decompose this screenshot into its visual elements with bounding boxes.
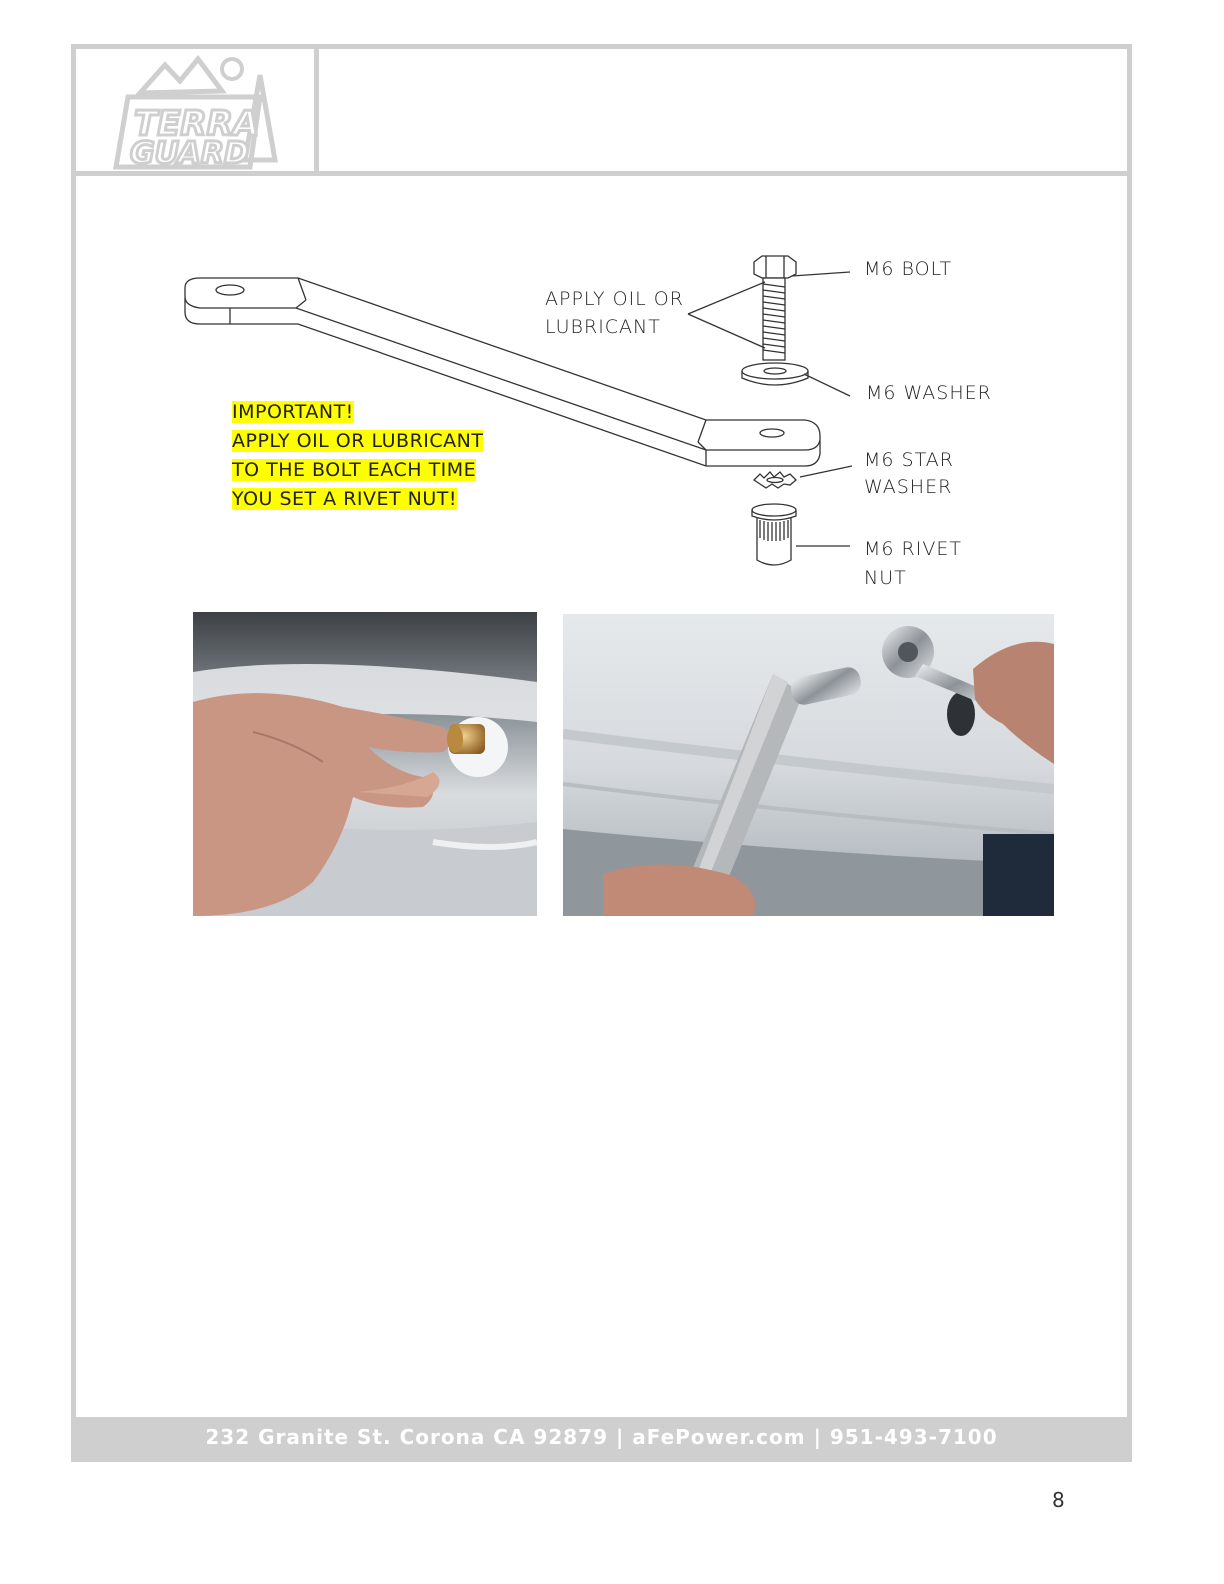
rivet-nut-drawing — [752, 504, 796, 565]
notice-line3: TO THE BOLT EACH TIME — [232, 459, 477, 481]
notice-line1: IMPORTANT! — [232, 401, 354, 423]
photo-insert-rivet-nut — [193, 612, 537, 916]
label-apply-oil-1: APPLY OIL OR — [545, 288, 684, 310]
label-apply-oil-2: LUBRICANT — [545, 316, 661, 338]
notice-line2: APPLY OIL OR LUBRICANT — [232, 430, 484, 452]
leader-oil-bottom — [688, 314, 765, 348]
page-number: 8 — [1052, 1488, 1065, 1512]
photo-tighten-bracket — [563, 614, 1054, 916]
label-m6-bolt: M6 BOLT — [864, 258, 953, 280]
footer-bar: 232 Granite St. Corona CA 92879 | aFePower.com | 951-493-7100 — [76, 1417, 1127, 1457]
label-m6-star-1: M6 STAR — [864, 449, 954, 471]
label-m6-star-2: WASHER — [864, 476, 953, 498]
star-washer-drawing — [754, 472, 796, 488]
leader-star-washer — [800, 466, 852, 477]
notice-line4: YOU SET A RIVET NUT! — [232, 488, 458, 510]
logo-line1: TERRA — [134, 104, 260, 144]
label-m6-washer: M6 WASHER — [866, 382, 992, 404]
logo-line2: GUARD — [130, 136, 249, 170]
label-m6-rivet-1: M6 RIVET — [864, 538, 962, 560]
label-m6-rivet-2: NUT — [864, 567, 907, 589]
washer-drawing — [742, 363, 808, 385]
bolt-drawing — [754, 256, 796, 360]
important-notice — [232, 398, 512, 514]
leader-oil-top — [688, 282, 765, 314]
leader-bolt — [792, 272, 850, 276]
leader-washer — [804, 374, 850, 396]
